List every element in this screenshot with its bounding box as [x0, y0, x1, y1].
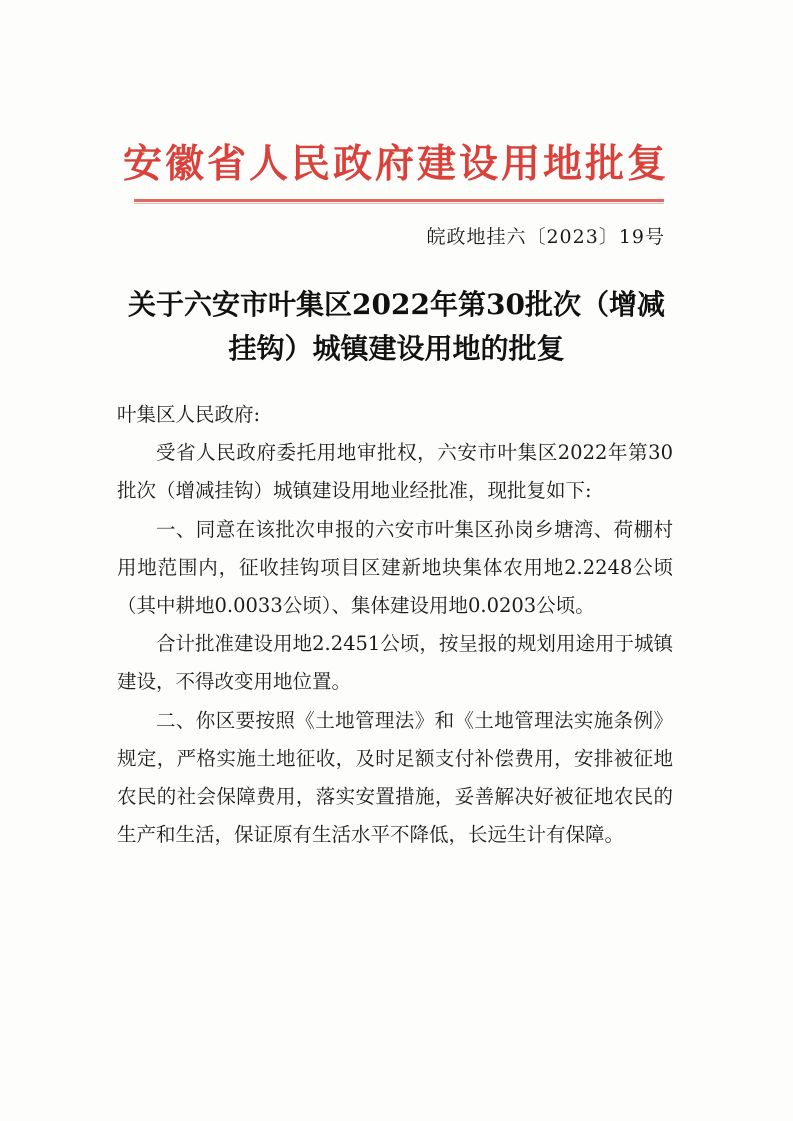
red-divider-line [134, 199, 664, 202]
body-paragraph: 受省人民政府委托用地审批权，六安市叶集区2022年第30批次（增减挂钩）城镇建设用地业经批准，现批复如下: [117, 441, 673, 503]
document-title [100, 283, 693, 371]
issuer-header-title: 安徽省人民政府建设用地批复 [122, 141, 669, 187]
document-title-line-1: 关于六安市叶集区2022年第30批次（增减 [128, 288, 665, 321]
document-body [117, 396, 673, 854]
document-number: 皖政地挂六〔2023〕19号 [426, 226, 665, 248]
body-paragraph: 二、你区要按照《土地管理法》和《土地管理法实施条例》规定，严格实施土地征收，及时足额支付补偿费用，安排被征地农民的社会保障费用，落实安置措施，妥善解决好被征地农民的生产和生活，保证原有生活水平不降低，长远生计有保障。 [117, 708, 673, 847]
document-title-line-2: 挂钩）城镇建设用地的批复 [228, 332, 565, 365]
body-paragraph: 一、同意在该批次申报的六安市叶集区孙岗乡塘湾、荷棚村用地范围内，征收挂钩项目区建新地块集体农用地2.2248公顷（其中耕地0.0033公顷）、集体建设用地0.0203公顷。 [117, 517, 673, 618]
red-divider-line-thin [134, 203, 664, 204]
salutation: 叶集区人民政府: [117, 403, 261, 426]
body-paragraph: 合计批准建设用地2.2451公顷，按呈报的规划用途用于城镇建设，不得改变用地位置。 [117, 632, 673, 694]
